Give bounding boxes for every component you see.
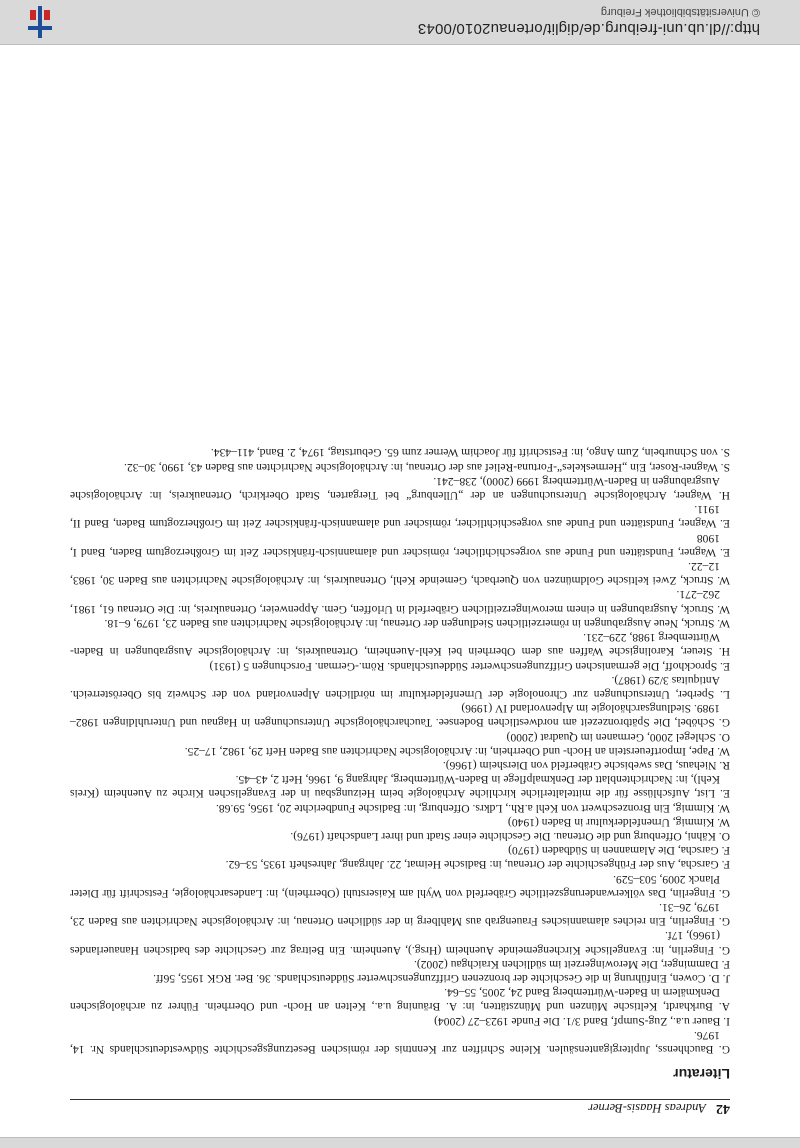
reference-item: G. Bauchhenss, Jupitergigantensäulen. Kleine Schriften zur Kenntnis der römischen Besetzungsgeschichte Südwestdeutschlands Nr. 14, 1976. <box>70 1028 730 1056</box>
reference-item: W. Struck, Ausgrabungen in einem merowingerzeitlichen Gräberfeld in Urloffen, Gem. Appenweier, Ortenaukreis, in: Die Ortenau 61, 1981, 262–271. <box>70 588 730 616</box>
reference-item: E. Wagner, Fundstätten und Funde aus vorgeschichtlicher, römischer und alamannisch-fränkischer Zeit im Großherzogtum Baden, Band II, 1911. <box>70 503 730 531</box>
viewer-top-bar <box>0 0 800 45</box>
reference-item: S. Wagner-Roser, Ein „Hermeskeles“-Fortuna-Relief aus der Ortenau, in: Archäologische Nachrichten aus Baden 43, 1990, 30–32. <box>123 460 730 474</box>
reference-item: G. Fingerlin, Ein reiches alamannisches Frauengrab aus Mahlberg in der südlichen Ortenau, in: Archäologische Nachrichten aus Baden 23, 1979, 26–31. <box>70 900 730 929</box>
reference-item: W. Pape, Importfeuerstein an Hoch- und Oberrhein, in: Archäologische Nachrichten aus Baden Heft 29, 1982, 17–25. <box>184 744 730 758</box>
reference-item: G. Schöbel, Die Spätbronzezeit am nordwestlichen Bodensee. Taucharchäologische Untersuchungen in Hagnau und Unteruhldingen 1982–1989. Siedlungsarchäologie im Alpenvorland IV (1996) <box>70 702 730 730</box>
reference-item: E. Sprockhoff, Die germanischen Griffzungenschwerter Süddeutschlands. Röm.-German. Forschungen 5 (1931) <box>209 659 730 673</box>
reference-item: A. Burkhardt, Keltische Münzen und Münzstätten, in: A. Bräuning u.a., Kelten an Hoch- und Oberrhein. Führer zu archäologischen Denkmälern in Baden-Württemberg Band 24, 2005, 55–64. <box>70 986 730 1014</box>
reference-item: L. Sperber, Untersuchungen zur Chronologie der Urnenfelderkultur im nördlichen Alpenvorland von der Schweiz bis Oberösterreich. Antiquitas 3/29 (1987). <box>70 673 730 701</box>
reference-item: I. Bauer u.a., Zug-Sumpf, Band 3/1. Die Funde 1923–27 (2004) <box>434 1014 730 1028</box>
reference-item: G. Fingerlin, Das völkerwanderungszeitliche Gräberfeld von Wyhl am Kaiserstuhl (Oberrhein), in: Landesarchäologie, Festschrift für Dieter Planck 2009, 503–529. <box>70 872 730 900</box>
reference-item: S. von Schnurbein, Zum Ango, in: Festschrift für Joachim Werner zum 65. Geburtstag, 1974, 2. Band, 411–434. <box>210 446 730 460</box>
reference-item: F. Garscha, Aus der Frühgeschichte der Ortenau, in: Badische Heimat, 22. Jahrgang, Jahresheft 1935, 53–62. <box>225 858 730 872</box>
reference-item: E. Wagner, Fundstätten und Funde aus vorgeschichtlicher, römischer und alamannisch-fränkischer Zeit im Großherzogtum Baden, Band I, 1908 <box>70 531 730 559</box>
reference-item: H. Wagner, Archäologische Untersuchungen an der „Ullenburg“ bei Tiergarten, Stadt Oberkirch, Ortenaukreis, in: Archäologische Ausgrabungen in Baden-Württemberg 1999 (2000), 238–241. <box>70 474 730 503</box>
reference-item: E. List, Aufschlüsse für die mittelalterliche kirchliche Archäologie beim Heizungsbau in der Evangelischen Kirche zu Auenheim (Kreis Kehl), in: Nachrichtenblatt der Denkmalpflege in Baden-Württemberg, Jahrgang 9, 1966, Heft 2, 43–45. <box>70 773 730 801</box>
reference-item: W. Kimmig, Urnenfelderkultur in Baden (1940) <box>507 815 730 829</box>
reference-item: H. Steuer, Karolingische Waffen aus dem Oberrhein bei Kehl-Auenheim, Ortenaukreis, in: Archäologische Ausgrabungen in Baden-Württemberg 1988, 229–231. <box>70 631 730 659</box>
institution-credit: © Universitätsbibliothek Freiburg <box>600 6 760 19</box>
university-logo-icon <box>20 2 60 42</box>
reference-item: W. Kimmig, Ein Bronzeschwert von Kehl a.Rh., Ldkrs. Offenburg, in: Badische Fundberichte 20, 1956, 59.68. <box>215 801 730 815</box>
reference-item: O. Schlegel 2000, Germanen im Quadrat (2000) <box>506 730 730 744</box>
page-number: 42 <box>716 1101 730 1116</box>
section-title: Literatur <box>673 1066 730 1082</box>
scanned-page <box>0 44 800 1138</box>
running-head <box>70 1099 730 1124</box>
reference-item: F. Garscha, Die Alamannen in Südbaden (1970) <box>508 844 730 858</box>
reference-item: R. Niehaus, Das swebische Gräberfeld von Diersheim (1966). <box>442 758 730 772</box>
reference-item: O. Kähni, Offenburg und die Ortenau. Die Geschichte einer Stadt und ihrer Landschaft (1976). <box>290 829 730 843</box>
reference-item: F. Damminger, Die Merowingerzeit im südlichen Kraichgau (2002). <box>413 957 730 971</box>
reference-item: G. Fingerlin, in: Evangelische Kirchengemeinde Auenheim (Hrsg.), Auenheim. Ein Beitrag zur Geschichte des badischen Hanauerlandes (1966), 17f. <box>70 929 730 957</box>
reference-item: W. Struck, Neue Ausgrabungen in römerzeitlichen Siedlungen der Ortenau, in: Archäologische Nachrichten aus Baden 23, 1979, 6–18. <box>104 616 730 630</box>
reference-item: W. Struck, Zwei keltische Goldmünzen von Querbach, Gemeinde Kehl, Ortenaukreis, in: Archäologische Nachrichten aus Baden 30, 1983, 12–22. <box>70 560 730 588</box>
reference-list <box>70 445 730 1056</box>
running-head-author: Andreas Haasis-Berner <box>588 1101 706 1115</box>
viewer-bottom-bar <box>0 1137 800 1148</box>
page-url[interactable]: http://dl.ub.uni-freiburg.de/diglit/ortenau2010/0043 <box>417 20 760 38</box>
reference-item: J. D. Cowen, Einführung in die Geschichte der bronzenen Griffzungenschwerter Süddeutschlands. 36. Ber. RGK 1955, 56ff. <box>153 971 730 985</box>
